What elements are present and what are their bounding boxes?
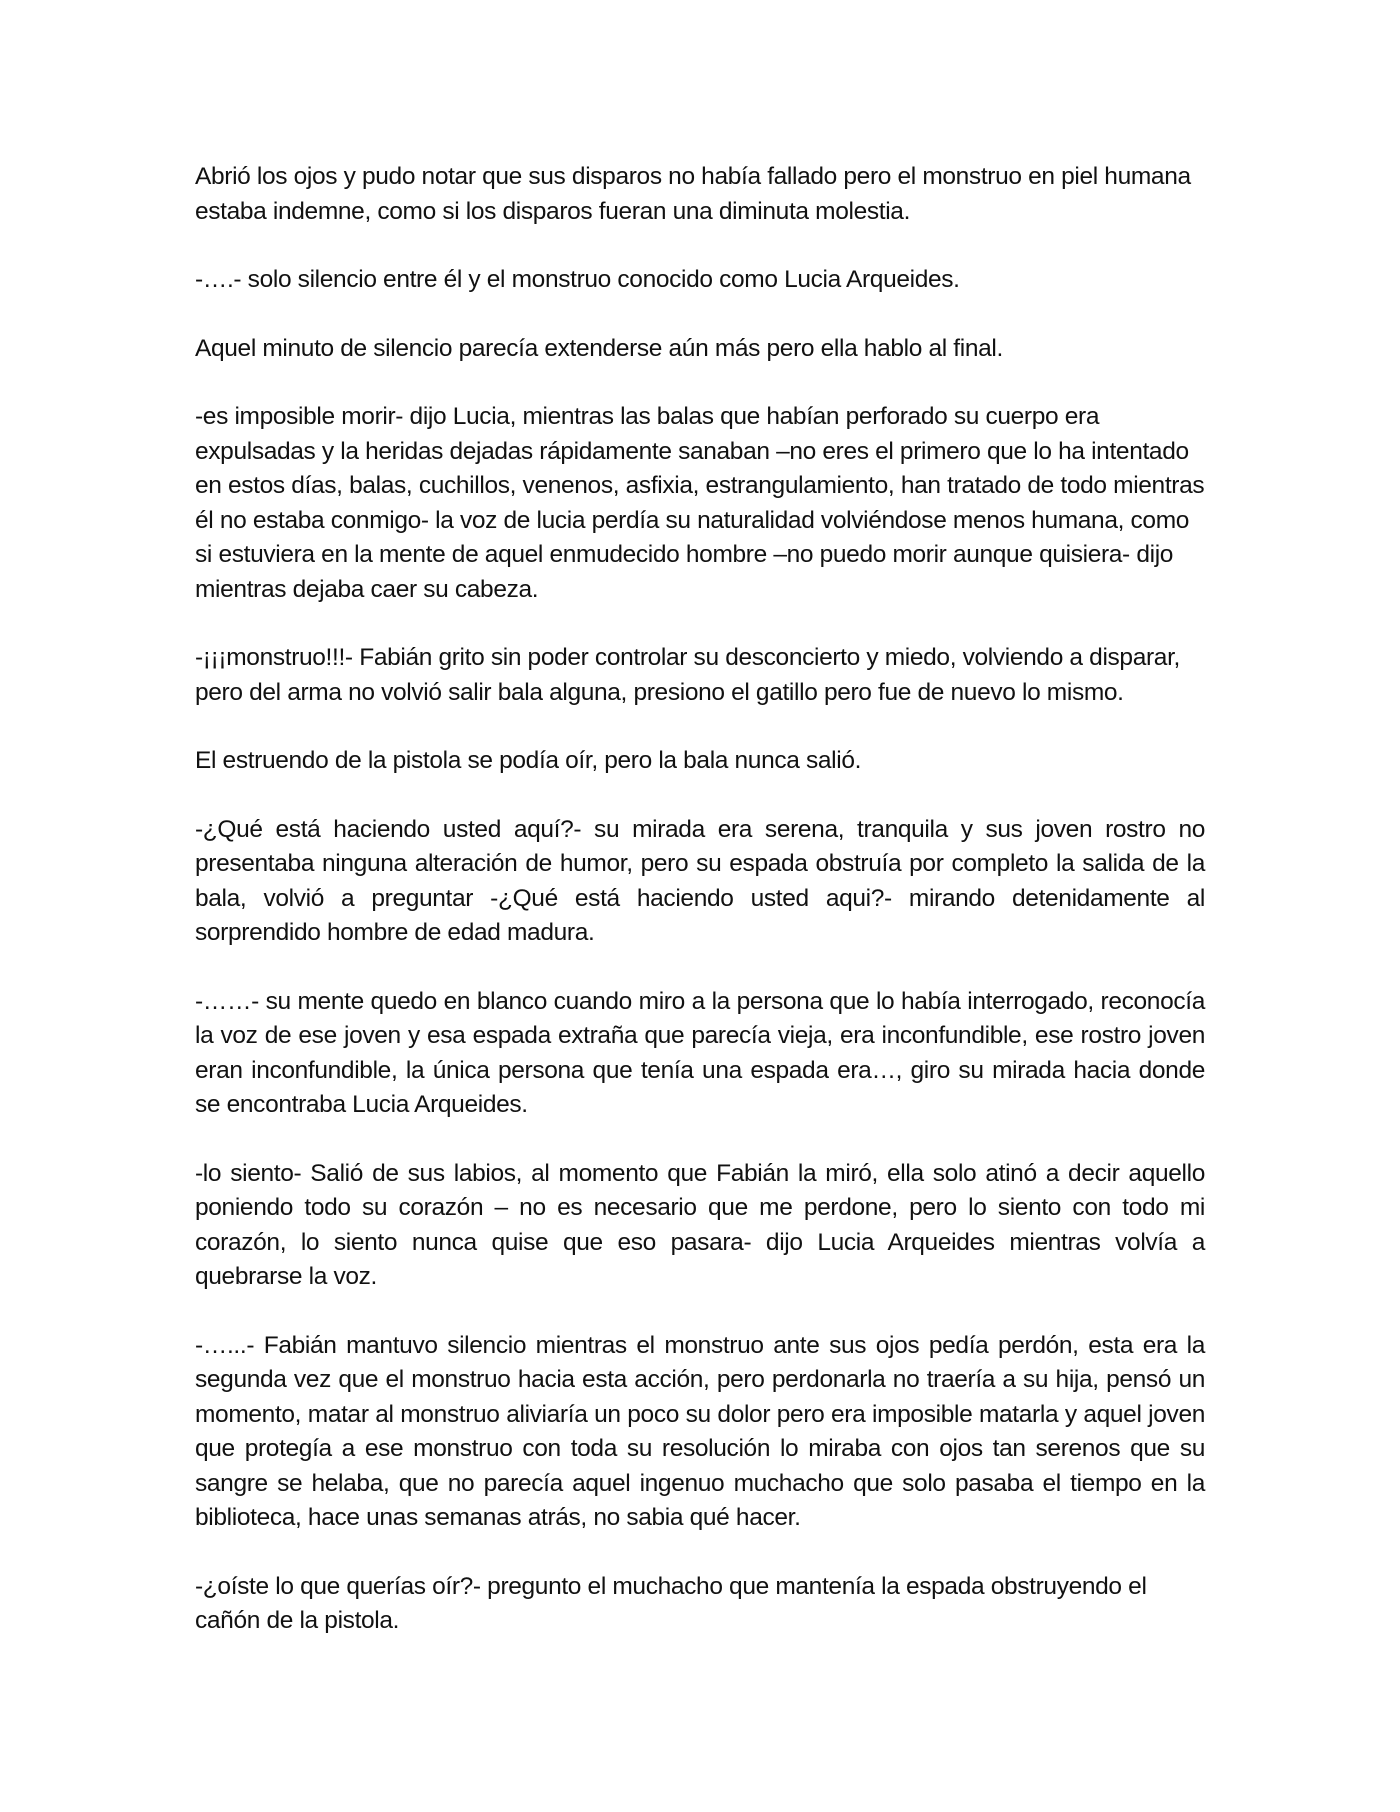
paragraph-6: El estruendo de la pistola se podía oír, pero la bala nunca salió.: [195, 747, 862, 774]
paragraph-11: -¿oíste lo que querías oír?- pregunto el muchacho que mantenía la espada obstruyendo el cañón de la pistola.: [195, 1572, 1147, 1634]
story-text: [195, 160, 1205, 1673]
paragraph-2: -….- solo silencio entre él y el monstruo conocido como Lucia Arqueides.: [195, 266, 960, 293]
paragraph-7: -¿Qué está haciendo usted aquí?- su mirada era serena, tranquila y sus joven rostro no presentaba ninguna alteración de humor, pero su espada obstruía por completo la salida de la bala, volvió a preguntar -¿Qué está haciendo usted aqui?- mirando detenidamente al sorprendido hombre de edad madura.: [195, 815, 1205, 946]
paragraph-3: Aquel minuto de silencio parecía extenderse aún más pero ella hablo al final.: [195, 334, 1003, 362]
paragraph-9: -lo siento- Salió de sus labios, al momento que Fabián la miró, ella solo atinó a decir aquello poniendo todo su corazón – no es necesario que me perdone, pero lo siento con todo mi corazón, lo siento nunca quise que eso pasara- dijo Lucia Arqueides mientras volvía a quebrarse la voz.: [195, 1159, 1205, 1290]
paragraph-8: -……- su mente quedo en blanco cuando miro a la persona que lo había interrogado, reconocía la voz de ese joven y esa espada extraña que parecía vieja, era inconfundible, ese rostro joven eran inconfundible, la única persona que tenía una espada era…, giro su mirada hacia donde se encontraba Lucia Arqueides.: [195, 987, 1205, 1118]
paragraph-5: -¡¡¡monstruo!!!- Fabián grito sin poder controlar su desconcierto y miedo, volviendo a disparar, pero del arma no volvió salir bala alguna, presiono el gatillo pero fue de nuevo lo mismo.: [195, 644, 1180, 706]
paragraph-4: -es imposible morir- dijo Lucia, mientras las balas que habían perforado su cuerpo era expulsadas y la heridas dejadas rápidamente sanaban –no eres el primero que lo ha intentado en estos días, balas, cuchillos, venenos, asfixia, estrangulamiento, han tratado de todo mientras él no estaba conmigo- la voz de lucia perdía su naturalidad volviéndose menos humana, como si estuviera en la mente de aquel enmudecido hombre –no puedo morir aunque quisiera- dijo mientras dejaba caer su cabeza.: [195, 403, 1205, 603]
paragraph-1: Abrió los ojos y pudo notar que sus disparos no había fallado pero el monstruo en piel humana estaba indemne, como si los disparos fueran una diminuta molestia.: [195, 163, 1191, 225]
paragraph-10: -…...- Fabián mantuvo silencio mientras el monstruo ante sus ojos pedía perdón, esta era la segunda vez que el monstruo hacia esta acción, pero perdonarla no traería a su hija, pensó un momento, matar al monstruo aliviaría un poco su dolor pero era imposible matarla y aquel joven que protegía a ese monstruo con toda su resolución lo miraba con ojos tan serenos que su sangre se helaba, que no parecía aquel ingenuo muchacho que solo pasaba el tiempo en la biblioteca, hace unas semanas atrás, no sabia qué hacer.: [195, 1331, 1205, 1531]
